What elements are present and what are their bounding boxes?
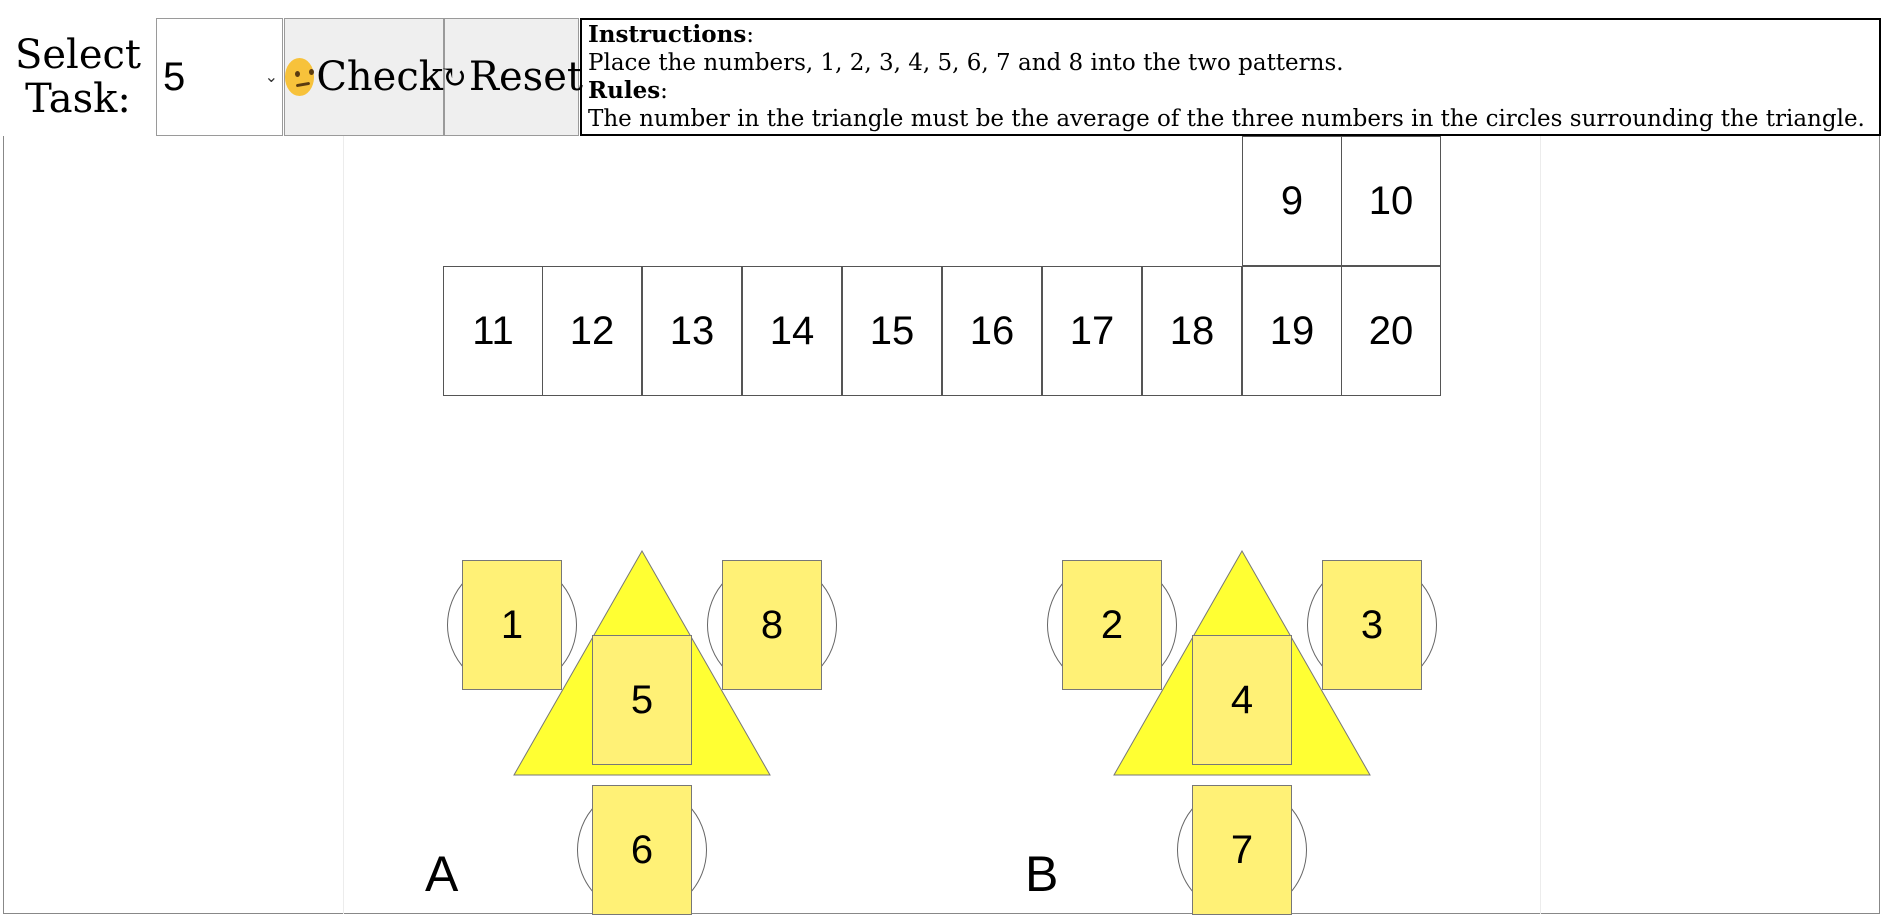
grid-cell[interactable]: 14	[742, 266, 842, 396]
pattern-b-label: B	[1025, 846, 1059, 902]
grid-cell[interactable]: 9	[1242, 136, 1342, 266]
rules-heading: Rules	[588, 77, 661, 104]
grid-cell[interactable]: 15	[842, 266, 942, 396]
task-select[interactable]	[156, 18, 283, 136]
instructions-panel	[580, 18, 1881, 136]
grid-cell[interactable]: 16	[942, 266, 1042, 396]
game-board	[3, 136, 1880, 914]
pattern-a-tile-top-left[interactable]: 1	[462, 560, 562, 690]
pattern-b-tile-top-left[interactable]: 2	[1062, 560, 1162, 690]
check-button-label: Check	[316, 54, 443, 100]
pattern-b-tile-bottom[interactable]: 7	[1192, 785, 1292, 915]
grid-cell[interactable]: 18	[1142, 266, 1242, 396]
select-task-label: Select Task:	[14, 32, 141, 122]
rules-text: The number in the triangle must be the average of the three numbers in the circles surrounding the triangle.	[588, 106, 1865, 132]
pattern-b-tile-triangle[interactable]: 4	[1192, 635, 1292, 765]
pattern-a-tile-bottom[interactable]: 6	[592, 785, 692, 915]
grid-cell[interactable]: 11	[443, 266, 543, 396]
reset-button-label: Reset	[468, 54, 583, 100]
board-guide-left	[343, 136, 344, 914]
task-select-value: 5	[163, 54, 186, 99]
pattern-b-tile-top-right[interactable]: 3	[1322, 560, 1422, 690]
instructions-heading: Instructions	[588, 21, 747, 48]
pattern-a-tile-triangle[interactable]: 5	[592, 635, 692, 765]
board-guide-right	[1540, 136, 1541, 914]
check-button[interactable]	[284, 18, 444, 136]
rules-heading-line: Rules:	[588, 77, 668, 104]
grid-cell[interactable]: 13	[642, 266, 742, 396]
grid-cell[interactable]: 19	[1242, 266, 1342, 396]
grid-cell[interactable]: 10	[1341, 136, 1441, 266]
pattern-a-label: A	[425, 846, 459, 902]
grid-cell[interactable]: 20	[1341, 266, 1441, 396]
grid-cell[interactable]: 17	[1042, 266, 1142, 396]
reset-button[interactable]	[440, 18, 583, 136]
grid-cell[interactable]: 12	[542, 266, 642, 396]
instructions-text: Place the numbers, 1, 2, 3, 4, 5, 6, 7 and 8 into the two patterns.	[588, 50, 1344, 76]
thinking-face-icon	[285, 58, 314, 96]
pattern-a-tile-top-right[interactable]: 8	[722, 560, 822, 690]
reset-icon: ↻	[440, 58, 467, 96]
instructions-heading-line: Instructions:	[588, 21, 755, 48]
chevron-down-icon: ⌄	[264, 69, 278, 86]
